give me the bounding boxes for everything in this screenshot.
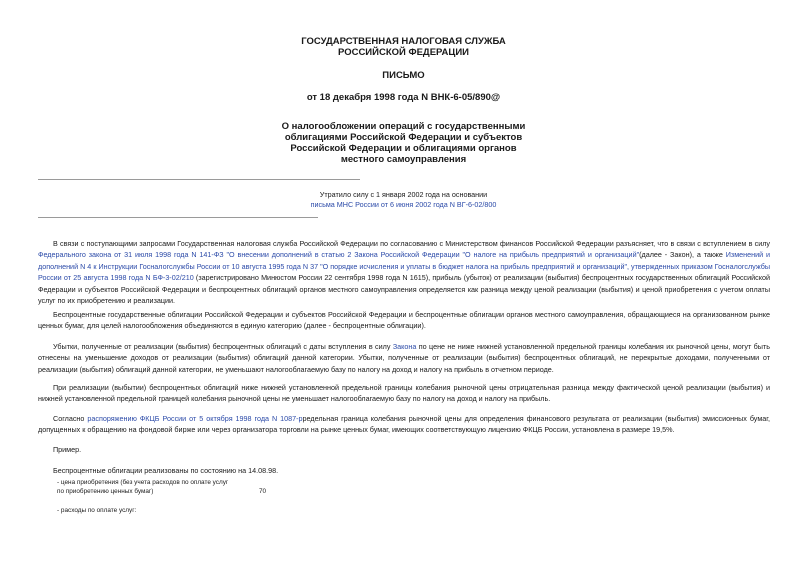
paragraph-1-text-c: (зарегистрировано Минюстом России 22 сентября 1998 года N 1615), прибыль (убыток) от реализации (выбытия) беспроцентных государственных облигаций Российской Федерации и субъектов Российской Федерации и беспроцентных облигаций органов местного самоуправления определяется как разница между ценой реализации (выбытия) и ценой приобретения с учетом оплаты услуг по их приобретению и реализации. xyxy=(38,273,771,306)
status-note-link[interactable]: письма МНС России от 6 июня 2002 года N ВГ-6-02/800 xyxy=(310,200,497,209)
instruction-amendments-link[interactable]: Изменений и дополнений N 4 к Инструкции Госналогслужбы России от 10 августа 1995 года N 37 "О порядке исчисления и уплаты в бюджет налога на прибыль предприятий и организаций", утвержденных приказом Госналогслужбы России от 25 августа 1998 года N БФ-3-02/210 xyxy=(38,250,770,283)
subject-line-1: О налогообложении операций с государственными xyxy=(281,121,526,132)
example-item-1 xyxy=(57,478,228,496)
paragraph-1-text-b: (далее - Закон), а также xyxy=(639,250,726,260)
paragraph-5-text-a: Согласно xyxy=(53,414,88,423)
divider-top xyxy=(38,179,360,180)
status-note xyxy=(200,190,607,210)
example-label: Пример. xyxy=(53,445,82,454)
paragraph-3-text-a: Убытки, полученные от реализации (выбытия) беспроцентных облигаций с даты вступления в силу xyxy=(53,342,393,351)
agency-line-1: ГОСУДАРСТВЕННАЯ НАЛОГОВАЯ СЛУЖБА xyxy=(301,36,506,47)
example-item-1-value: 70 xyxy=(259,488,267,495)
agency-line-2: РОССИЙСКОЙ ФЕДЕРАЦИИ xyxy=(337,47,469,58)
paragraph-5 xyxy=(38,413,770,436)
law-link[interactable]: Закона xyxy=(392,342,417,351)
example-item-1-line-2: по приобретению ценных бумаг) xyxy=(57,488,154,495)
doc-subject xyxy=(200,121,607,165)
subject-line-4: местного самоуправления xyxy=(340,154,467,165)
paragraph-3 xyxy=(38,341,770,375)
subject-line-2: облигациями Российской Федерации и субъектов xyxy=(284,132,523,143)
federal-law-link[interactable]: Федерального закона от 31 июля 1998 года N 141-ФЗ "О внесении дополнений в статью 2 Закона Российской Федерации "О налоге на прибыль предприятий и организаций" xyxy=(38,250,640,260)
paragraph-5-text-b: редельная граница колебания рыночной цены для определения финансового результата от реализации (выбытия) эмиссионных бумаг, допущенных к обращению на фондовой бирже или через организатора торговли на рынке ценных бумаг, имеющих соответствующую лицензию ФКЦБ России, установлена в размере 19,5%. xyxy=(38,414,770,435)
paragraph-4: При реализации (выбытии) беспроцентных облигаций ниже нижней установленной предельной границы колебания рыночной цены отрицательная разница между фактической ценой реализации (выбытия) и нижней установленной предельной границей колебания рыночной цены не уменьшает налогооблагаемую базу по налогу на доход и налогу на прибыль. xyxy=(38,383,770,404)
paragraph-2: Беспроцентные государственные облигации Российской Федерации и субъектов Российской Федерации и беспроцентные облигации органов местного самоуправления, обращающиеся на организованном рынке ценных бумаг, для целей налогообложения объединяются в единую категорию (далее - беспроцентные облигации). xyxy=(38,310,770,331)
example-item-1-line-1: - цена приобретения (без учета расходов по оплате услуг xyxy=(57,479,229,486)
fkcb-order-link[interactable]: распоряжению ФКЦБ России от 5 октября 1998 года N 1087-р xyxy=(87,414,303,423)
paragraph-1 xyxy=(38,238,770,306)
paragraph-1-text-a: В связи с поступающими запросами Государственная налоговая служба Российской Федерации по согласованию с Министерством финансов Российской Федерации разъясняет, что в связи с вступлением в силу xyxy=(53,239,770,248)
example-item-2: - расходы по оплате услуг: xyxy=(57,507,137,514)
subject-line-3: Российской Федерации и облигациями органов xyxy=(290,143,517,154)
paragraph-3-text-b: по цене не ниже нижней установленной предельной границы колебания их рыночной цены, могут быть отнесены на уменьшение доходов от реализации (выбытия) облигаций данной категории. Убытки, полученные от реализации (выбытия) беспроцентных облигаций, не перекрытые доходами, полученными от реализации (выбытия) облигаций данной категории, не уменьшают налогооблагаемую базу по налогу на доход и налогу на прибыль в отчетном периоде. xyxy=(38,342,770,374)
status-note-text: Утратило силу с 1 января 2002 года на основании xyxy=(319,190,488,199)
doc-type: ПИСЬМО xyxy=(382,70,425,81)
example-intro: Беспроцентные облигации реализованы по состоянию на 14.08.98. xyxy=(53,466,279,475)
doc-date-number: от 18 декабря 1998 года N ВНК-6-05/890@ xyxy=(306,92,501,103)
divider-bottom xyxy=(38,217,318,218)
agency-name xyxy=(200,36,607,58)
